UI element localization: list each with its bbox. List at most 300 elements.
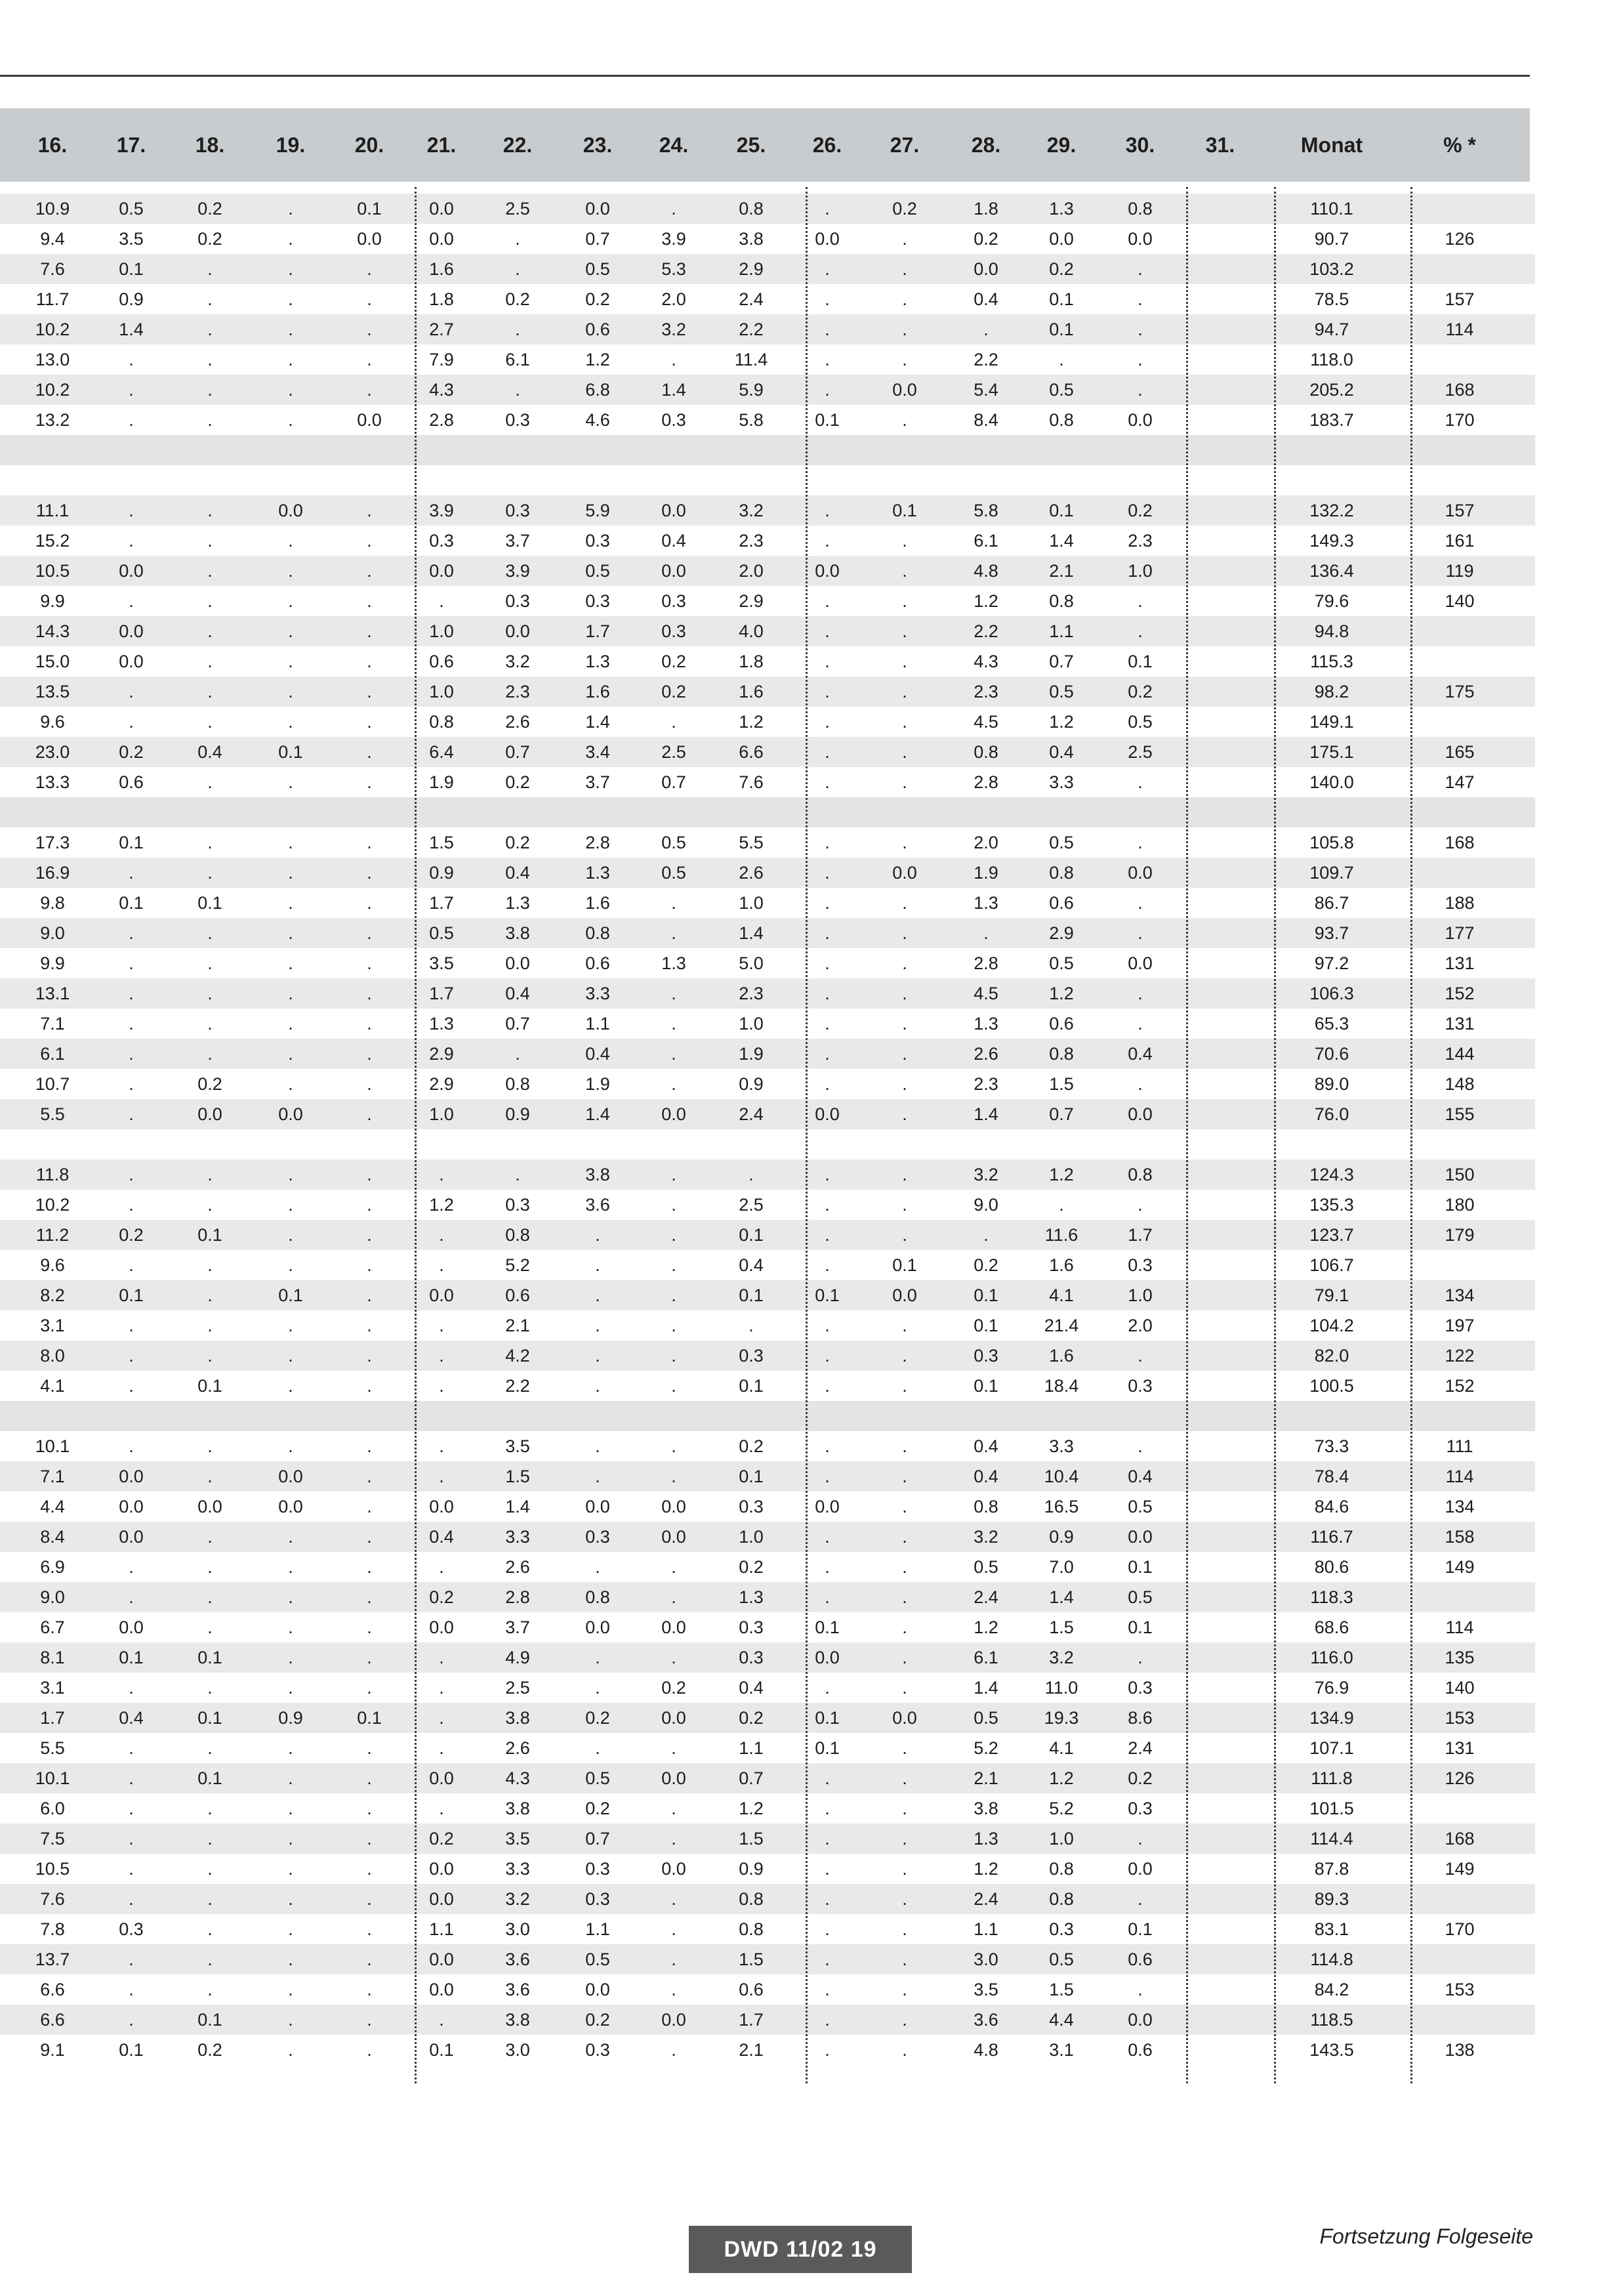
table-cell: . <box>671 1889 676 1909</box>
table-cell: 118.3 <box>1310 1587 1353 1607</box>
table-cell <box>1187 1492 1253 1522</box>
table-cell: 131 <box>1445 1014 1475 1033</box>
table-row <box>0 1431 1535 1461</box>
table-cell: . <box>288 1648 293 1667</box>
table-cell: 16.9 <box>35 863 70 883</box>
table-cell: . <box>595 1678 600 1698</box>
table-cell: 0.1 <box>197 893 222 913</box>
table-cell: 5.2 <box>505 1255 530 1275</box>
table-cell: 8.2 <box>40 1285 65 1305</box>
table-cell: 131 <box>1445 1738 1475 1758</box>
table-cell: 2.6 <box>974 1044 998 1064</box>
table-cell <box>1414 2005 1506 2035</box>
table-cell: 1.9 <box>974 863 998 883</box>
table-cell: . <box>595 1316 600 1335</box>
table-cell: . <box>207 1618 213 1637</box>
table-cell: . <box>902 742 907 762</box>
table-cell: 149 <box>1445 1859 1475 1879</box>
table-cell: 0.0 <box>357 410 382 430</box>
table-cell: . <box>288 1768 293 1788</box>
table-row <box>0 888 1535 918</box>
table-cell: . <box>367 1285 372 1305</box>
table-cell: 0.3 <box>585 591 610 611</box>
table-cell: 0.0 <box>1128 2010 1153 2030</box>
table-cell: . <box>902 1768 907 1788</box>
table-cell: . <box>671 1829 676 1848</box>
table-cell: 2.2 <box>739 320 764 339</box>
table-cell: . <box>207 591 213 611</box>
table-cell: . <box>825 501 830 520</box>
table-cell: . <box>671 1225 676 1245</box>
table-cell: 5.3 <box>661 259 686 279</box>
table-cell: 0.8 <box>1049 1044 1074 1064</box>
table-cell: . <box>902 1346 907 1366</box>
table-cell: 0.4 <box>1128 1467 1153 1486</box>
table-cell: . <box>288 561 293 581</box>
table-cell: 90.7 <box>1314 229 1349 249</box>
table-cell: 1.3 <box>661 953 686 973</box>
table-cell: . <box>902 772 907 792</box>
table-cell: . <box>129 380 134 400</box>
table-cell <box>1187 1159 1253 1190</box>
table-cell: . <box>825 1467 830 1486</box>
table-cell: 118.0 <box>1310 350 1353 369</box>
table-cell: . <box>207 1436 213 1456</box>
table-row <box>0 1642 1535 1673</box>
table-cell: 175 <box>1445 682 1475 701</box>
table-cell: 7.1 <box>40 1014 65 1033</box>
table-cell: 0.1 <box>119 1648 144 1667</box>
table-cell: 149.3 <box>1309 531 1354 551</box>
table-cell <box>1187 1431 1253 1461</box>
table-cell: . <box>825 953 830 973</box>
table-cell <box>1414 616 1506 646</box>
table-cell: 9.9 <box>40 953 65 973</box>
table-cell: . <box>288 229 293 249</box>
table-cell: 82.0 <box>1314 1346 1349 1366</box>
table-cell: . <box>367 621 372 641</box>
table-cell: . <box>595 1346 600 1366</box>
table-cell: 0.0 <box>505 953 530 973</box>
table-cell: 1.3 <box>739 1587 764 1607</box>
table-cell: . <box>671 1346 676 1366</box>
table-cell: 1.4 <box>739 923 764 943</box>
table-cell: . <box>207 1678 213 1698</box>
table-cell: 1.2 <box>1049 984 1074 1003</box>
table-cell: 0.4 <box>505 984 530 1003</box>
table-cell: 135 <box>1445 1648 1475 1667</box>
table-cell: . <box>207 682 213 701</box>
table-cell: 0.8 <box>1049 410 1074 430</box>
table-cell: 0.2 <box>661 1678 686 1698</box>
table-cell: 3.8 <box>505 2010 530 2030</box>
table-cell: . <box>902 1950 907 1969</box>
table-cell: . <box>129 1376 134 1396</box>
table-cell: . <box>825 1980 830 1999</box>
table-cell: 9.4 <box>40 229 65 249</box>
table-row <box>0 1914 1535 1944</box>
table-cell: . <box>288 984 293 1003</box>
table-cell: 0.0 <box>1128 1104 1153 1124</box>
table-cell: 6.6 <box>739 742 764 762</box>
table-cell: . <box>439 591 444 611</box>
table-cell: . <box>367 1195 372 1215</box>
table-cell: 0.0 <box>661 501 686 520</box>
table-cell: 3.9 <box>661 229 686 249</box>
table-cell: . <box>367 1376 372 1396</box>
table-cell: 0.0 <box>1128 410 1153 430</box>
table-cell <box>1187 1371 1253 1401</box>
table-cell: 3.2 <box>1049 1648 1074 1667</box>
table-cell: 0.1 <box>278 742 303 762</box>
table-cell: 76.0 <box>1314 1104 1349 1124</box>
table-cell: 0.1 <box>197 1768 222 1788</box>
column-header: 16. <box>37 133 68 157</box>
table-cell: . <box>367 1678 372 1698</box>
table-cell: 10.1 <box>35 1436 70 1456</box>
table-cell: 1.3 <box>505 893 530 913</box>
table-cell: . <box>367 1829 372 1848</box>
table-cell: 0.0 <box>661 1859 686 1879</box>
table-cell: . <box>902 1225 907 1245</box>
table-cell: 11.7 <box>35 289 70 309</box>
table-cell: . <box>207 1316 213 1335</box>
table-cell: 0.0 <box>119 1467 144 1486</box>
table-cell: 0.3 <box>505 591 530 611</box>
table-cell: . <box>367 1587 372 1607</box>
table-cell: . <box>288 953 293 973</box>
table-cell: 0.2 <box>585 2010 610 2030</box>
table-cell: 179 <box>1445 1225 1475 1245</box>
table-cell: 3.5 <box>505 1829 530 1848</box>
table-cell: . <box>749 1165 754 1184</box>
table-cell: 10.2 <box>35 380 70 400</box>
table-cell: . <box>129 984 134 1003</box>
table-cell: 3.5 <box>505 1436 530 1456</box>
table-cell: 114.4 <box>1310 1829 1353 1848</box>
table-cell: . <box>288 259 293 279</box>
table-cell: 1.0 <box>1128 1285 1153 1305</box>
table-cell: . <box>439 1738 444 1758</box>
table-cell: 0.1 <box>197 1708 222 1728</box>
table-cell: 0.0 <box>429 561 454 581</box>
table-row <box>0 646 1535 677</box>
table-cell: . <box>288 1678 293 1698</box>
table-cell: 0.7 <box>585 229 610 249</box>
table-cell: 2.0 <box>974 833 998 852</box>
table-cell: 0.9 <box>429 863 454 883</box>
table-cell: 0.2 <box>892 199 917 219</box>
table-cell: 2.0 <box>1128 1316 1153 1335</box>
table-cell: 0.0 <box>661 1497 686 1516</box>
table-cell: 0.2 <box>1049 259 1074 279</box>
table-cell: 1.6 <box>1049 1255 1074 1275</box>
table-cell: . <box>1138 833 1143 852</box>
table-cell: 3.3 <box>585 984 610 1003</box>
table-cell: 0.1 <box>892 501 917 520</box>
table-cell: 2.6 <box>505 1557 530 1577</box>
table-cell: 16.5 <box>1044 1497 1079 1516</box>
table-cell: 0.2 <box>197 229 222 249</box>
table-cell: 123.7 <box>1309 1225 1354 1245</box>
table-cell: . <box>671 350 676 369</box>
table-cell: 0.5 <box>974 1557 998 1577</box>
table-cell: 4.0 <box>739 621 764 641</box>
table-cell: 157 <box>1445 289 1475 309</box>
table-cell <box>1187 314 1253 344</box>
table-cell <box>1187 767 1253 797</box>
table-cell: 4.1 <box>40 1376 65 1396</box>
table-cell: 148 <box>1445 1074 1475 1094</box>
table-cell <box>1187 224 1253 254</box>
table-cell: 6.8 <box>585 380 610 400</box>
table-cell: . <box>1138 591 1143 611</box>
table-cell: 2.4 <box>1128 1738 1153 1758</box>
table-cell: . <box>825 923 830 943</box>
column-header: 27. <box>890 133 920 157</box>
table-cell <box>1187 978 1253 1009</box>
table-cell: 5.0 <box>739 953 764 973</box>
table-cell: 9.1 <box>40 2040 65 2060</box>
table-cell: 0.4 <box>505 863 530 883</box>
table-cell: 7.8 <box>40 1919 65 1939</box>
table-row <box>0 978 1535 1009</box>
table-cell: 0.0 <box>661 561 686 581</box>
table-cell: 0.0 <box>585 1980 610 1999</box>
table-cell: 0.5 <box>1049 380 1074 400</box>
column-header: 21. <box>426 133 457 157</box>
table-cell: . <box>595 1225 600 1245</box>
table-cell: 0.3 <box>974 1346 998 1366</box>
table-cell: . <box>902 2040 907 2060</box>
table-cell: . <box>825 1557 830 1577</box>
table-cell: 0.4 <box>1049 742 1074 762</box>
table-cell: 104.2 <box>1309 1316 1354 1335</box>
table-cell: 0.0 <box>429 1859 454 1879</box>
table-cell <box>1187 827 1253 858</box>
table-cell: . <box>902 712 907 732</box>
table-cell: 0.4 <box>429 1527 454 1547</box>
table-cell: . <box>902 1889 907 1909</box>
table-cell: 13.5 <box>35 682 70 701</box>
table-cell: . <box>288 1376 293 1396</box>
table-cell: 0.0 <box>429 1497 454 1516</box>
table-cell: 0.0 <box>278 501 303 520</box>
table-cell: . <box>825 712 830 732</box>
table-cell: 124.3 <box>1309 1165 1354 1184</box>
table-cell: 1.0 <box>429 682 454 701</box>
table-cell: . <box>129 501 134 520</box>
column-header: 24. <box>659 133 689 157</box>
table-cell: 0.2 <box>429 1829 454 1848</box>
table-cell: 2.0 <box>739 561 764 581</box>
table-cell: 0.2 <box>505 833 530 852</box>
table-cell: . <box>129 1950 134 1969</box>
table-cell <box>1187 888 1253 918</box>
column-header: 19. <box>276 133 306 157</box>
table-cell: . <box>902 833 907 852</box>
table-cell: 3.8 <box>974 1799 998 1818</box>
table-cell: . <box>515 229 520 249</box>
table-cell <box>1187 1522 1253 1552</box>
table-cell: 1.2 <box>974 591 998 611</box>
table-cell: 103.2 <box>1309 259 1354 279</box>
table-cell: 2.9 <box>429 1074 454 1094</box>
table-row <box>0 707 1535 737</box>
table-cell: . <box>288 1980 293 1999</box>
table-cell: 0.1 <box>197 2010 222 2030</box>
table-cell: . <box>902 1316 907 1335</box>
table-cell: 3.7 <box>505 1618 530 1637</box>
table-cell: . <box>902 1044 907 1064</box>
table-cell: 109.7 <box>1309 863 1354 883</box>
table-cell: 0.0 <box>119 652 144 671</box>
table-cell: . <box>367 1104 372 1124</box>
column-header: 25. <box>736 133 766 157</box>
table-cell: 84.2 <box>1314 1980 1349 1999</box>
table-cell: 19.3 <box>1044 1708 1079 1728</box>
table-cell: . <box>902 531 907 551</box>
table-cell: . <box>902 320 907 339</box>
table-cell: . <box>129 1859 134 1879</box>
table-cell: . <box>825 1255 830 1275</box>
table-cell: 7.9 <box>429 350 454 369</box>
table-cell: 0.0 <box>1128 1859 1153 1879</box>
table-cell: 2.3 <box>974 682 998 701</box>
table-cell: . <box>367 742 372 762</box>
table-cell: 87.8 <box>1314 1859 1349 1879</box>
table-cell: 0.1 <box>815 1285 840 1305</box>
table-cell: 1.2 <box>429 1195 454 1215</box>
table-cell: . <box>515 1165 520 1184</box>
table-cell: . <box>1138 1436 1143 1456</box>
table-cell: . <box>367 561 372 581</box>
table-cell <box>1187 1733 1253 1763</box>
table-cell: 0.3 <box>505 410 530 430</box>
table-cell: . <box>671 1436 676 1456</box>
table-cell: 0.5 <box>1128 712 1153 732</box>
table-cell: 1.6 <box>1049 1346 1074 1366</box>
table-cell: . <box>671 199 676 219</box>
table-cell: . <box>207 1467 213 1486</box>
table-cell: 1.3 <box>974 1829 998 1848</box>
table-cell: 1.5 <box>1049 1618 1074 1637</box>
table-cell: 0.3 <box>429 531 454 551</box>
table-cell: 0.0 <box>892 1708 917 1728</box>
table-cell: . <box>439 1316 444 1335</box>
table-cell: 2.5 <box>1128 742 1153 762</box>
table-row <box>0 1310 1535 1341</box>
table-cell: 3.4 <box>585 742 610 762</box>
table-cell: 0.0 <box>1128 1527 1153 1547</box>
table-cell: 158 <box>1445 1527 1475 1547</box>
table-cell: 0.2 <box>1128 501 1153 520</box>
table-row <box>0 1280 1535 1310</box>
table-cell: 140.0 <box>1309 772 1354 792</box>
table-cell: . <box>129 1014 134 1033</box>
table-cell: 7.6 <box>40 259 65 279</box>
table-cell: 152 <box>1445 984 1475 1003</box>
table-cell: . <box>825 1165 830 1184</box>
table-cell: 84.6 <box>1314 1497 1349 1516</box>
table-cell: . <box>671 1044 676 1064</box>
table-cell: 0.8 <box>429 712 454 732</box>
table-cell: 0.3 <box>585 1859 610 1879</box>
table-cell: . <box>288 863 293 883</box>
table-cell: . <box>288 1829 293 1848</box>
table-cell: 0.5 <box>1049 953 1074 973</box>
table-cell: 0.2 <box>585 1708 610 1728</box>
table-cell: 3.8 <box>505 1799 530 1818</box>
table-cell: 140 <box>1445 591 1475 611</box>
table-cell: . <box>825 2010 830 2030</box>
table-cell: 161 <box>1445 531 1475 551</box>
table-cell: 0.0 <box>661 1768 686 1788</box>
table-cell: 0.2 <box>505 772 530 792</box>
table-cell: . <box>902 984 907 1003</box>
table-cell: 0.1 <box>1128 1618 1153 1637</box>
table-cell: . <box>367 652 372 671</box>
table-cell: . <box>207 923 213 943</box>
table-cell: 0.8 <box>739 1889 764 1909</box>
table-cell: 10.2 <box>35 1195 70 1215</box>
table-cell: 0.1 <box>739 1467 764 1486</box>
table-cell: 0.1 <box>357 1708 382 1728</box>
table-cell: . <box>439 1678 444 1698</box>
table-cell: 2.9 <box>739 591 764 611</box>
column-header: 17. <box>116 133 146 157</box>
table-cell: . <box>1138 1074 1143 1094</box>
table-cell: . <box>671 1195 676 1215</box>
table-cell <box>1187 194 1253 224</box>
table-cell: . <box>825 863 830 883</box>
table-cell: 0.4 <box>661 531 686 551</box>
table-cell: . <box>1138 772 1143 792</box>
table-cell: 0.6 <box>585 320 610 339</box>
table-cell: . <box>288 652 293 671</box>
table-cell: . <box>288 1165 293 1184</box>
table-cell: 4.8 <box>974 2040 998 2060</box>
table-cell: 0.7 <box>739 1768 764 1788</box>
table-cell: 0.7 <box>1049 652 1074 671</box>
table-cell: . <box>902 2010 907 2030</box>
table-cell: 119 <box>1445 561 1474 581</box>
table-cell: 0.6 <box>1128 1950 1153 1969</box>
table-cell: 0.0 <box>974 259 998 279</box>
table-cell <box>1187 1009 1253 1039</box>
table-cell <box>1187 948 1253 978</box>
table-cell: 2.4 <box>974 1587 998 1607</box>
table-cell: . <box>595 1648 600 1667</box>
table-cell: 0.0 <box>429 1285 454 1305</box>
table-cell: 1.4 <box>505 1497 530 1516</box>
table-cell: 0.1 <box>119 259 144 279</box>
table-cell: 8.4 <box>974 410 998 430</box>
table-cell: . <box>825 1799 830 1818</box>
table-cell: 79.6 <box>1314 591 1349 611</box>
table-cell: 76.9 <box>1314 1678 1349 1698</box>
table-cell: . <box>439 1255 444 1275</box>
table-row <box>0 375 1535 405</box>
table-cell: . <box>288 893 293 913</box>
table-cell <box>1414 707 1506 737</box>
table-cell: 2.4 <box>974 1889 998 1909</box>
table-cell: 0.5 <box>429 923 454 943</box>
table-cell: . <box>129 1678 134 1698</box>
table-cell: 157 <box>1445 501 1475 520</box>
table-cell: . <box>439 1225 444 1245</box>
table-cell: 0.3 <box>505 501 530 520</box>
